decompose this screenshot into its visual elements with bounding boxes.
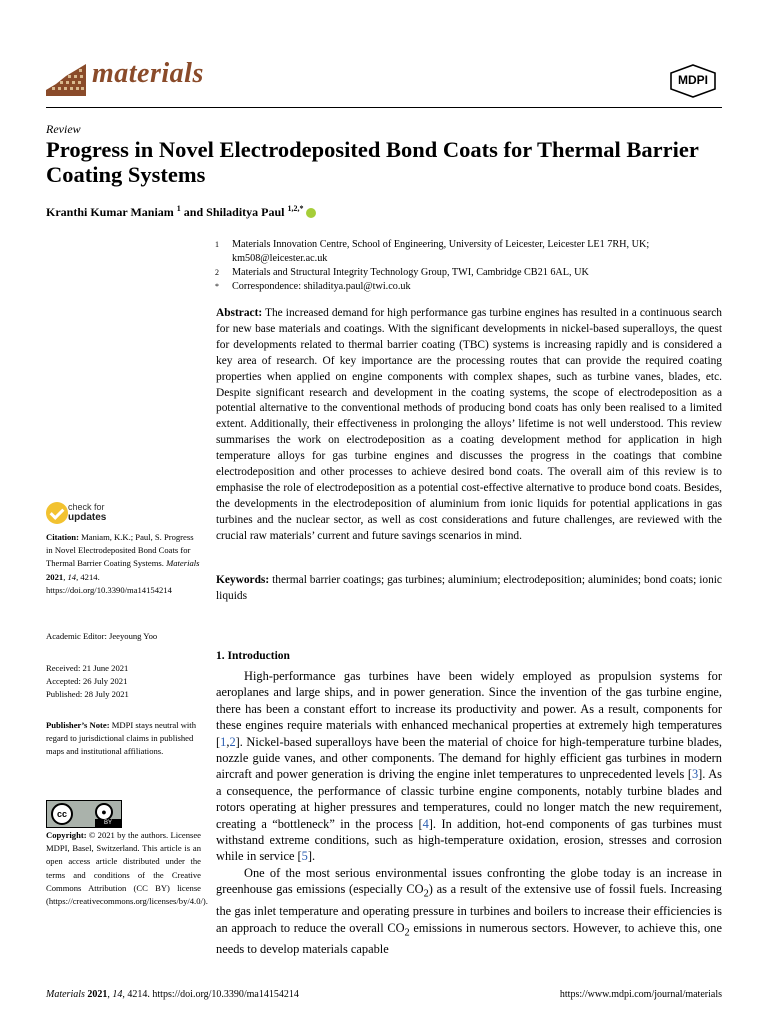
citation-link[interactable]: 5 — [301, 849, 308, 864]
author-name[interactable]: Kranthi Kumar Maniam — [46, 205, 174, 219]
affiliation-text: Materials Innovation Centre, School of Engineering, University of Leicester, Leicester LE1 7RH, UK; km508@leicester.ac.uk — [232, 239, 650, 264]
abstract-label: Abstract: — [216, 307, 263, 319]
affiliation-number: 1 — [215, 240, 219, 249]
published-date: Published: 28 July 2021 — [46, 689, 129, 700]
author-affil-sup: 1 — [176, 204, 181, 213]
citation-link[interactable]: 2 — [229, 734, 236, 749]
copyright-label: Copyright: — [46, 830, 87, 840]
citation-label: Citation: — [46, 532, 79, 542]
accepted-date: Accepted: 26 July 2021 — [46, 676, 128, 687]
footer-journal-url[interactable]: https://www.mdpi.com/journal/materials — [559, 989, 722, 1000]
attribution-person-icon: ● — [95, 803, 113, 821]
check-updates-label — [68, 502, 106, 523]
publisher-logo[interactable] — [668, 64, 718, 98]
citation-block: Citation: Maniam, K.K.; Paul, S. Progress in Novel Electrodeposited Bond Coats for Thermal Barrier Coating Systems. Materials 2021, 14, 4214. https://doi.org/10.3390/ma14154214 — [46, 532, 200, 595]
paragraph-text: High-performance gas turbines have been widely employed as propulsion systems for aeroplanes and large ships, and in power generation. Since the invention of the gas turbine engine, there has been a constant effort to increase its productivity and power. As a result, components for these engines require materials with enhanced mechanical properties at extremely high temperatures [ — [216, 669, 722, 749]
header-divider — [46, 107, 722, 108]
footer-doi[interactable]: , 4214. https://doi.org/10.3390/ma14154214 — [122, 989, 299, 1000]
keywords — [216, 573, 722, 605]
citation-volume: 14 — [67, 571, 77, 582]
cc-icon: cc — [51, 803, 73, 825]
orcid-icon[interactable] — [306, 208, 316, 218]
affiliation-item — [215, 266, 715, 280]
citation-link[interactable]: 4 — [422, 816, 429, 831]
affiliation-number: 2 — [215, 268, 219, 277]
abstract — [216, 306, 722, 545]
citation-separator: , — [226, 734, 230, 749]
citation-text: Maniam, K.K.; Paul, S. Progress in Novel Electrodeposited Bond Coats for Thermal Barrier Coating Systems. — [46, 532, 194, 569]
copyright-text: © 2021 by the authors. Licensee MDPI, Basel, Switzerland. This article is an open access article distributed under the terms and conditions of the Creative Commons Attribution (CC BY) license (https://creativecommons.org/licenses/by/4.0/). — [46, 830, 208, 907]
affiliation-text: Materials and Structural Integrity Technology Group, TWI, Cambridge CB21 6AL, UK — [232, 267, 589, 278]
section-heading: 1. Introduction — [216, 650, 290, 662]
paragraph-text: ) as a result of the extensive use of fossil fuels. Increasing the gas inlet temperature and operating pressure in turbines and boilers to increase their efficiencies is an approach to reduce the overall CO — [216, 882, 722, 935]
citation-doi[interactable]: , 4214. https://doi.org/10.3390/ma14154214 — [46, 571, 172, 595]
introduction-body — [216, 668, 722, 958]
affiliation-number: * — [215, 282, 219, 291]
author-affil-sup: 1,2,* — [287, 204, 304, 213]
cc-license-badge[interactable] — [46, 800, 122, 828]
footer-year: 2021 — [87, 989, 108, 1000]
affiliation-item — [215, 238, 715, 266]
footer-journal: Materials — [46, 989, 85, 1000]
footer-volume: 14 — [112, 989, 123, 1000]
keywords-text: thermal barrier coatings; gas turbines; aluminium; electrodeposition; aluminides; bond coats; ionic liquids — [216, 574, 722, 602]
citation-year: 2021 — [46, 571, 64, 582]
paragraph — [216, 668, 722, 865]
publisher-note — [46, 719, 201, 759]
article-type: Review — [46, 122, 81, 136]
article-title: Progress in Novel Electrodeposited Bond Coats for Thermal Barrier Coating Systems — [46, 137, 699, 187]
paragraph-text: emissions in numerous sectors. However, to achieve this, one needs to develop materials capable — [216, 920, 722, 957]
copyright-block — [46, 829, 208, 908]
paragraph-text: ]. Nickel-based superalloys have been the material of choice for high-temperature turbine blades, nozzle guide vanes, and other components. The demand for highly efficient gas turbines in modern aircraft and power generation is driving the engine inlet temperatures to unprecedented levels [ — [216, 734, 722, 782]
author-list — [46, 204, 316, 220]
paragraph-text: One of the most serious environmental issues confronting the globe today is an increase in greenhouse gas emissions (especially CO — [216, 865, 722, 897]
abstract-text: The increased demand for high performance gas turbine engines has resulted in a continuous search for new base materials and coatings. With the significant developments in nickel-based superalloys, the quest for developments related to thermal barrier coating (TBC) systems is increasing rapidly and is considered a key area of research. Of key importance are the processing routes that can provide the required coating properties when applied on engine components with complex shapes, such as turbine vanes, blades, etc. Despite significant research and development in the coating systems, the scope of electrodeposition as a potential alternative to the conventional methods of producing bond coats has only been realised to a limited extent. Additionally, their effectiveness in prolonging the alloys’ lifetime is not well understood. This review summarises the work on electrodeposition as a coating development method for application in high temperature alloys for gas turbine engines and discusses the progress in the coatings that combine electrodeposition and other processes to achieve desired bond coats. The overall aim of this review is to emphasise the role of electrodeposition as a potential cost-effective alternative to produce bond coats. Besides, the developments in the electrodeposition of aluminium from ionic liquids for potential applications in gas turbines and the nuclear sector, as well as cost considerations and future challenges, are reviewed with the crucial raw materials’ current and future savings scenarios in mind. — [216, 307, 722, 542]
publisher-note-label: Publisher’s Note: — [46, 720, 110, 730]
citation-link[interactable]: 3 — [691, 767, 699, 782]
journal-name[interactable]: materials — [92, 58, 204, 89]
cc-by-label: BY — [95, 819, 121, 827]
journal-logo-icon — [46, 60, 86, 96]
paragraph — [216, 865, 722, 958]
publisher-note-text: MDPI stays neutral with regard to jurisdictional claims in published maps and institutional affiliations. — [46, 720, 196, 757]
received-date: Received: 21 June 2021 — [46, 663, 129, 673]
publisher-name: MDPI — [678, 73, 708, 87]
affiliations — [215, 238, 715, 294]
author-joiner: and — [180, 205, 207, 219]
footer-citation: Materials 2021, 14, 4214. https://doi.org/10.3390/ma14154214 — [46, 989, 299, 1000]
citation-link[interactable]: 1 — [220, 734, 227, 749]
subscript: 2 — [423, 888, 429, 900]
correspondence-text: Correspondence: shiladitya.paul@twi.co.uk — [232, 281, 411, 292]
paragraph-text: ]. As a consequence, the performance of classic turbine engine components, notably turbine blades and rotors operating at higher pressures and temperatures, could no longer match the new requirement, creating a “bottleneck” in the process [ — [216, 767, 722, 831]
check-updates-line1: check for — [68, 502, 105, 512]
dates-block — [46, 662, 201, 702]
citation-journal: Materials — [166, 558, 200, 569]
affiliation-item — [215, 280, 715, 294]
academic-editor: Academic Editor: Jeeyoung Yoo — [46, 631, 158, 641]
author-name[interactable]: Shiladitya Paul — [206, 205, 285, 219]
paragraph-text: ]. In addition, hot-end components of gas turbines must withstand extreme conditions, such as high-temperature oxidation, erosion, stresses and corrosion while in service [ — [216, 816, 722, 864]
check-for-updates-button[interactable] — [46, 502, 126, 528]
checkmark-icon — [46, 502, 68, 524]
check-updates-line2: updates — [68, 512, 107, 523]
paragraph-text: ]. — [307, 849, 316, 864]
keywords-label: Keywords: — [216, 574, 270, 586]
subscript: 2 — [404, 927, 410, 939]
